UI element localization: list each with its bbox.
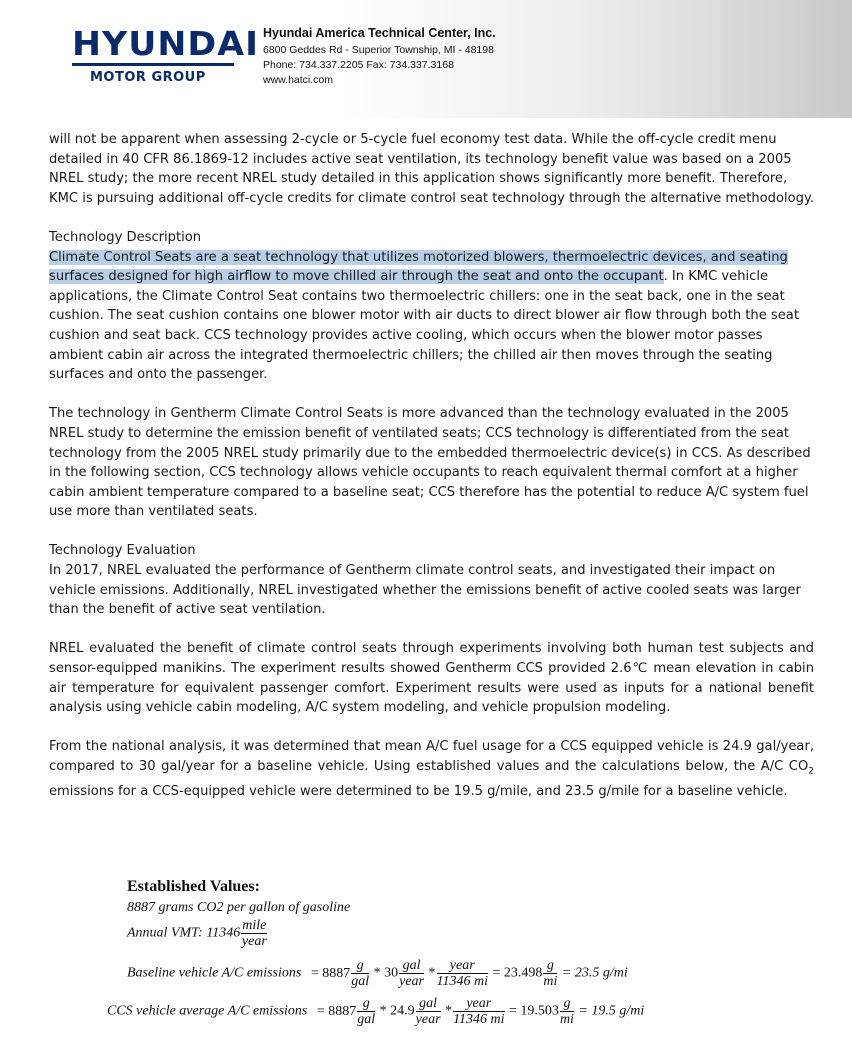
ccs-final: = 19.5 g/mi	[578, 1003, 645, 1019]
org-name: Hyundai America Technical Center, Inc.	[263, 26, 496, 40]
fraction	[453, 996, 504, 1027]
frac-den: 11346 mi	[436, 974, 488, 989]
vmt-numerator: mile	[242, 918, 267, 933]
established-values-title: Established Values:	[127, 878, 260, 895]
fraction	[357, 996, 375, 1027]
frac-num: g	[357, 996, 375, 1012]
frac-den: mi	[559, 1012, 574, 1027]
frac-num: year	[437, 958, 488, 974]
ccs-eq: = 8887	[316, 1003, 357, 1019]
org-website: www.hatci.com	[263, 74, 334, 86]
annual-vmt	[127, 918, 268, 949]
frac-num: gal	[399, 958, 424, 974]
frac-num: year	[453, 996, 504, 1012]
ccs-equation	[107, 996, 644, 1027]
hyundai-logo	[62, 18, 260, 92]
org-address: 6800 Geddes Rd - Superior Township, MI - 48198	[263, 44, 494, 56]
logo-wordmark: HYUNDAI	[72, 24, 260, 63]
paragraph-national-analysis	[49, 737, 814, 801]
vmt-label: Annual VMT: 11346	[127, 925, 241, 941]
frac-num: g	[543, 958, 557, 974]
paragraph-intro: will not be apparent when assessing 2-cycle or 5-cycle fuel economy test data. While the off-cycle credit menu detailed in 40 CFR 86.1869-12 includes active seat ventilation, its technology benefit value was based on a 2005 NREL study; the more recent NREL study detailed in this application shows significantly more benefit. Therefore, KMC is pursuing additional off-cycle credits for climate control seat technology through the alternative methodology.	[49, 132, 814, 206]
vmt-fraction	[241, 918, 267, 949]
baseline-label: Baseline vehicle A/C emissions	[127, 965, 302, 981]
baseline-equation	[127, 958, 628, 989]
logo-rule	[72, 63, 234, 66]
paragraph-nrel: NREL evaluated the benefit of climate control seats through experiments involving both human test subjects and sensor-equipped manikins. The experiment results showed Gentherm CCS provided 2.6℃ mean elevation in cabin air temperature for equivalent passenger comfort. Experiment results were used as inputs for a national benefit analysis using vehicle cabin modeling, A/C system modeling, and vehicle propulsion modeling.	[49, 641, 814, 716]
baseline-final: = 23.5 g/mi	[561, 965, 628, 981]
paragraph-evaluation: In 2017, NREL evaluated the performance of Gentherm climate control seats, and investigated their impact on vehicle emissions. Additionally, NREL investigated whether the emissions benefit of active cooled seats was larger than the benefit of active seat ventilation.	[49, 563, 801, 618]
fraction	[560, 996, 574, 1027]
frac-den: 11346 mi	[453, 1012, 505, 1027]
fraction	[543, 958, 557, 989]
baseline-mult: * 30	[373, 965, 399, 981]
co2-subscript: 2	[808, 766, 814, 777]
highlighted-text: Climate Control Seats are a seat technology that utilizes motorized blowers, thermoelectric devices, and seating surfaces designed for high airflow to move chilled air through the seat and onto the occupant	[49, 249, 788, 285]
frac-den: year	[399, 974, 425, 989]
letterhead	[0, 0, 852, 118]
fraction	[351, 958, 369, 989]
baseline-eq: = 8887	[310, 965, 351, 981]
frac-num: gal	[416, 996, 441, 1012]
heading-technology-description: Technology Description	[49, 229, 202, 245]
frac-den: gal	[357, 1012, 376, 1027]
description-text: . In KMC vehicle applications, the Climate Control Seat contains two thermoelectric chillers: one in the seat back, one in the seat cushion. The seat cushion contains one blower motor with air ducts to direct blower air flow through both the seat cushion and seat back. CCS technology provides active cooling, which occurs when the blower motor passes ambient cabin air across the integrated thermoelectric chillers; the chilled air then moves through the seating surfaces and onto the passenger.	[49, 269, 799, 383]
baseline-result: = 23.498	[492, 965, 543, 981]
org-info	[263, 26, 496, 88]
baseline-mult: *	[428, 965, 436, 981]
org-phone: Phone: 734.337.2205 Fax: 734.337.3168	[263, 59, 454, 71]
frac-den: gal	[351, 974, 370, 989]
vmt-denominator: year	[241, 934, 267, 949]
ccs-mult: *	[445, 1003, 453, 1019]
heading-technology-evaluation: Technology Evaluation	[49, 543, 196, 559]
fraction	[399, 958, 424, 989]
paragraph-gentherm: The technology in Gentherm Climate Control Seats is more advanced than the technology evaluated in the 2005 NREL study to determine the emission benefit of ventilated seats; CCS technology is differentiated from the seat technology from the 2005 NREL study primarily due to the embedded thermoelectric device(s) in CCS. As described in the following section, CCS technology allows vehicle occupants to reach equivalent thermal comfort at a higher cabin ambient temperature compared to a baseline seat; CCS therefore has the potential to reduce A/C system fuel use more than ventilated seats.	[49, 406, 811, 520]
frac-den: mi	[543, 974, 558, 989]
ccs-label: CCS vehicle average A/C emissions	[107, 1003, 308, 1019]
frac-num: g	[351, 958, 369, 974]
fraction	[416, 996, 441, 1027]
co2-per-gallon: 8887 grams CO2 per gallon of gasoline	[127, 900, 351, 915]
analysis-text-a: From the national analysis, it was determined that mean A/C fuel usage for a CCS equipped vehicle is 24.9 gal/year, compared to 30 gal/year for a baseline vehicle. Using established values and the calculations below, the A/C CO	[49, 739, 814, 774]
frac-num: g	[560, 996, 574, 1012]
logo-subtitle: MOTOR GROUP	[90, 70, 206, 85]
frac-den: year	[415, 1012, 441, 1027]
document-body	[49, 130, 814, 802]
fraction	[437, 958, 488, 989]
ccs-result: = 19.503	[509, 1003, 559, 1019]
analysis-text-b: emissions for a CCS-equipped vehicle were determined to be 19.5 g/mile, and 23.5 g/mile for a baseline vehicle.	[49, 784, 788, 800]
paragraph-description	[49, 248, 814, 385]
ccs-mult: * 24.9	[379, 1003, 415, 1019]
